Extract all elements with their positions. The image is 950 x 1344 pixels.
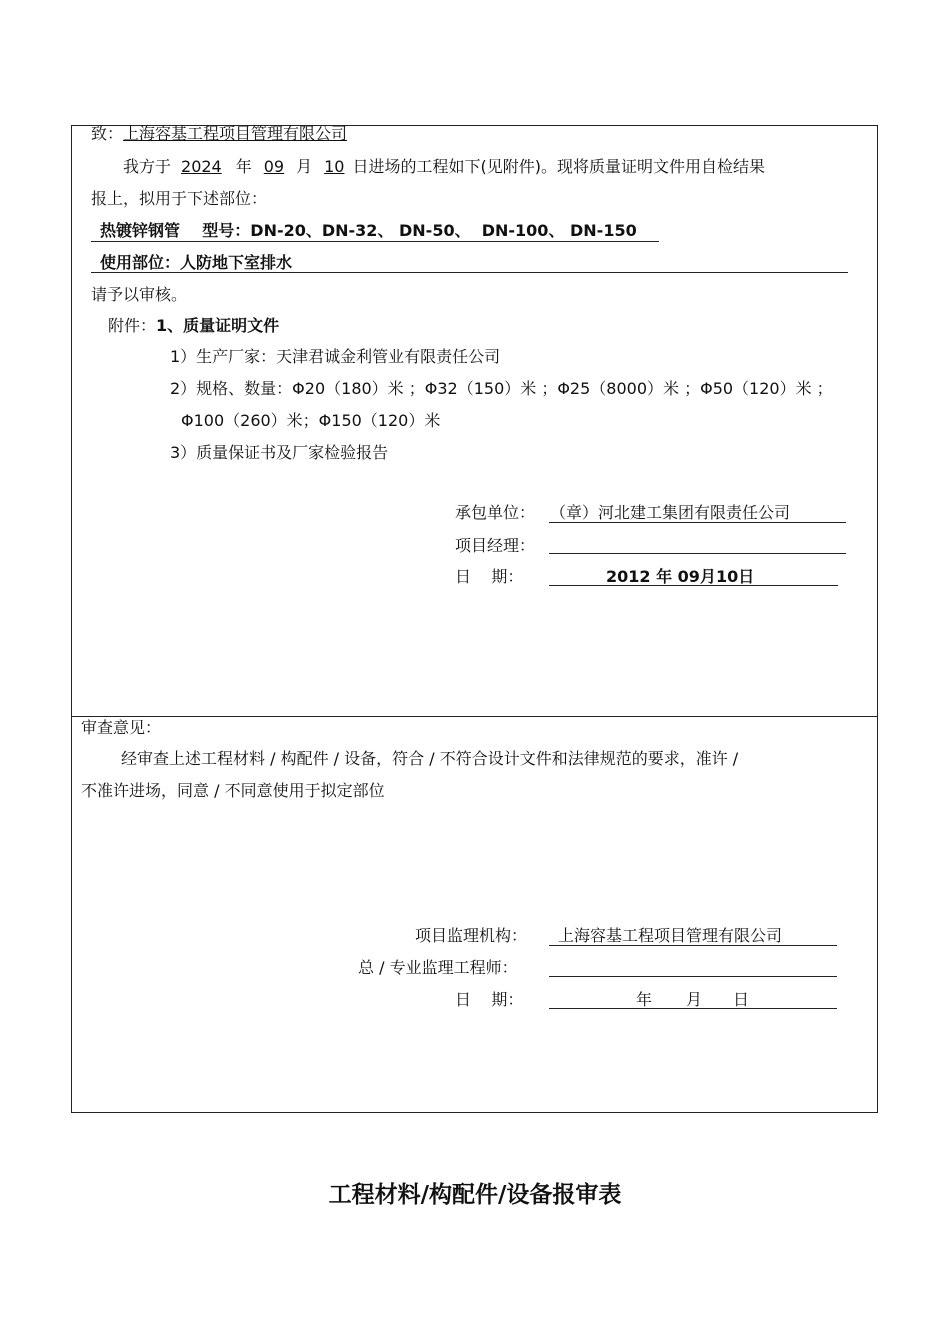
manager-underline	[549, 553, 846, 554]
agency-underline	[549, 945, 837, 946]
review-text-line1: 经审查上述工程材料 / 构配件 / 设备，符合 / 不符合设计文件和法律规范的要求，准许 /	[121, 749, 739, 768]
entry-day: 10	[324, 157, 345, 176]
entry-date-line	[123, 157, 765, 177]
section-divider	[71, 716, 878, 717]
usage-location: 使用部位：人防地下室排水	[100, 253, 293, 272]
attachment-heading	[108, 316, 279, 336]
engineer-label: 总 / 专业监理工程师：	[358, 958, 518, 977]
review-date-month: 月	[686, 990, 703, 1009]
usage-underline	[91, 272, 848, 273]
usage-intro: 报上，拟用于下述部位：	[91, 189, 268, 208]
contractor-label: 承包单位：	[455, 503, 536, 522]
entry-prefix: 我方于	[123, 157, 172, 176]
review-label: 审查意见：	[81, 718, 162, 737]
recipient-line	[91, 124, 347, 144]
entry-suffix: 日进场的工程如下(见附件)。现将质量证明文件用自检结果	[352, 157, 765, 176]
entry-year: 2024	[181, 157, 222, 176]
document-title: 工程材料/构配件/设备报审表	[328, 1182, 622, 1208]
attachment-item-specs: 2）规格、数量：Φ20（180）米 ；Φ32（150）米 ；Φ25（8000）米 ；Φ50（120）米 ；	[170, 379, 833, 398]
submission-date-value: 2012 年 09月10日	[606, 567, 755, 586]
review-date-underline	[549, 1008, 837, 1009]
contractor-value: （章）河北建工集团有限责任公司	[550, 503, 791, 522]
engineer-underline	[549, 976, 837, 977]
entry-year-unit: 年	[235, 157, 252, 176]
agency-value: 上海容基工程项目管理有限公司	[558, 926, 783, 945]
contractor-underline	[549, 522, 846, 523]
attachment-item-manufacturer: 1）生产厂家：天津君诚金利管业有限责任公司	[170, 347, 501, 366]
attachment-item-certificates: 3）质量保证书及厂家检验报告	[170, 443, 389, 462]
review-date-day: 日	[733, 990, 750, 1009]
submission-date-underline	[549, 585, 838, 586]
submission-date-label: 日 期：	[455, 567, 524, 586]
review-date-label: 日 期：	[455, 990, 524, 1009]
review-text-line2: 不准许进场，同意 / 不同意使用于拟定部位	[81, 781, 385, 800]
request-text: 请予以审核。	[91, 285, 188, 304]
recipient-company: 上海容基工程项目管理有限公司	[123, 124, 348, 143]
entry-month-unit: 月	[296, 157, 313, 176]
material-line: 热镀锌钢管 型号：DN-20、DN-32、 DN-50、 DN-100、 DN-150	[100, 221, 637, 240]
recipient-label: 致：	[91, 124, 124, 143]
attachment-item-specs-cont: Φ100（260）米；Φ150（120）米	[181, 411, 441, 430]
review-date-year: 年	[636, 990, 653, 1009]
material-underline	[91, 241, 659, 242]
attachment-title: 1、质量证明文件	[156, 316, 280, 335]
manager-label: 项目经理：	[455, 536, 536, 555]
attachment-label: 附件：	[108, 316, 157, 335]
entry-month: 09	[263, 157, 285, 176]
agency-label: 项目监理机构：	[415, 926, 528, 945]
